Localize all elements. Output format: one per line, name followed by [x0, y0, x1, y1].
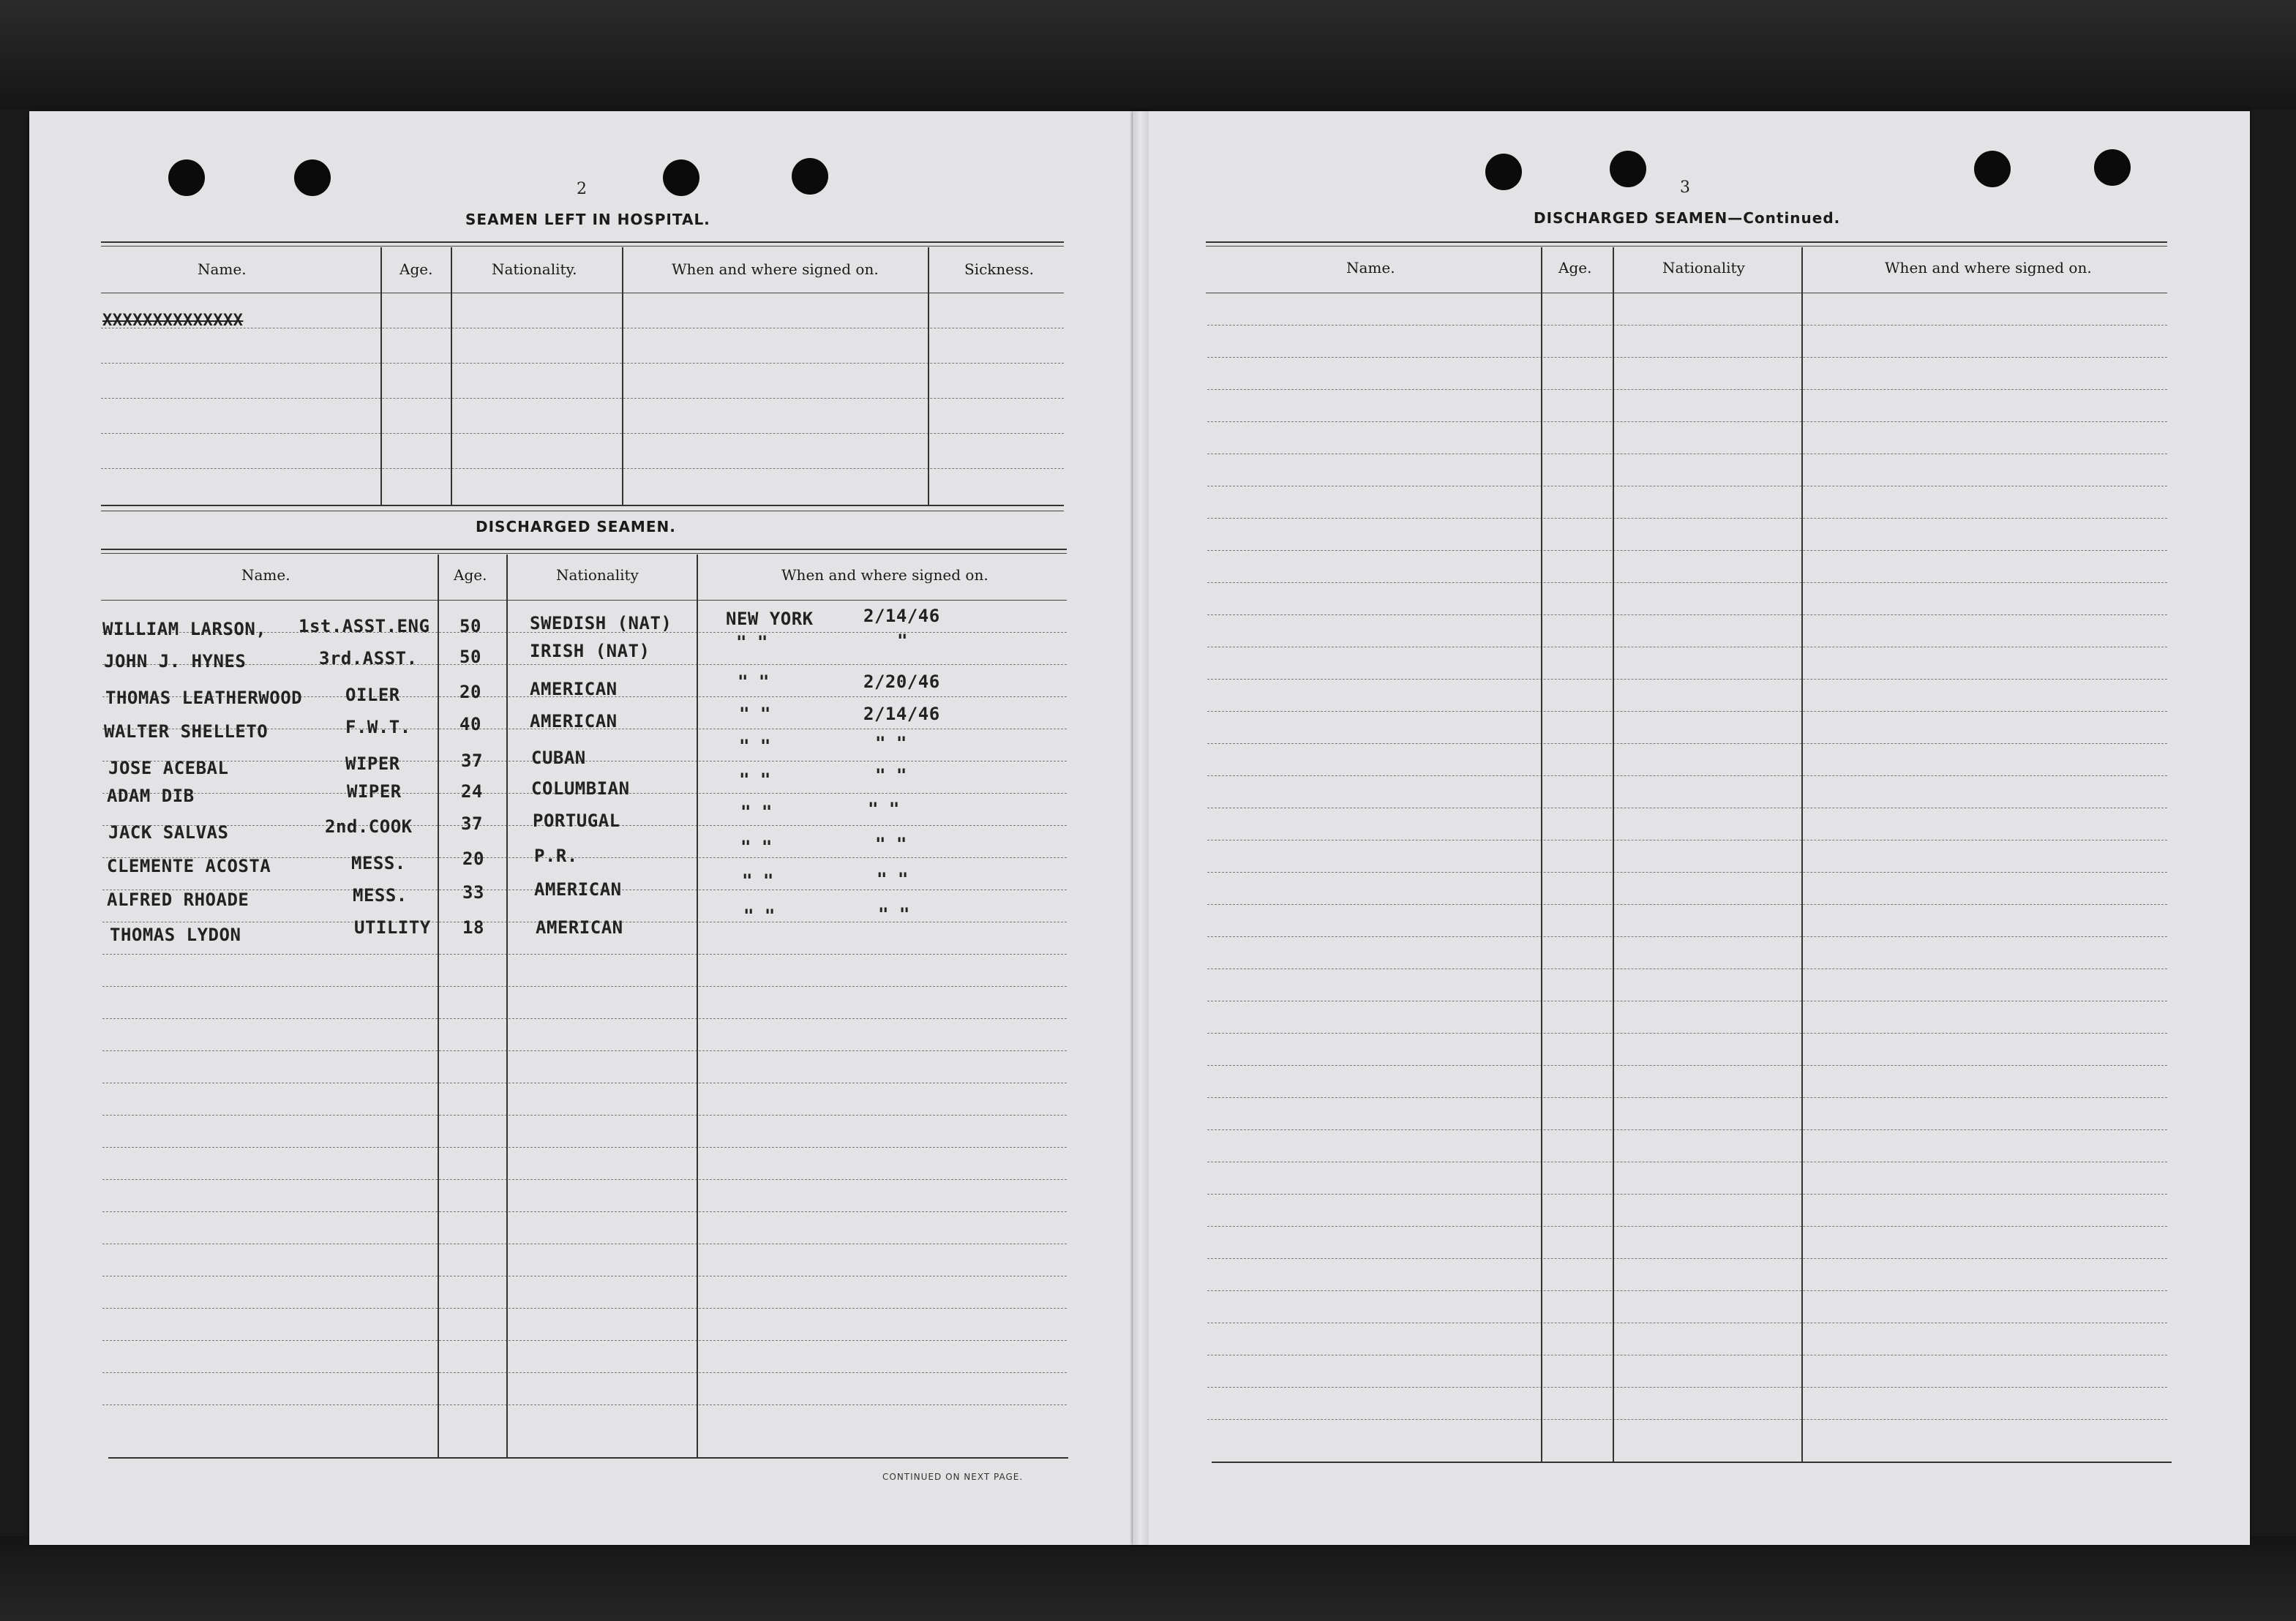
seaman-nationality: AMERICAN [530, 711, 618, 731]
column-divider [380, 247, 382, 505]
discharged-col-name: Name. [241, 566, 290, 584]
column-divider [451, 247, 452, 505]
ruled-line [1207, 389, 2167, 390]
column-divider [1801, 247, 1803, 1462]
seaman-rating: 3rd.ASST. [319, 648, 418, 669]
seaman-rating: MESS. [351, 853, 406, 873]
ruled-line [102, 1050, 1067, 1051]
signed-on-place: " " [739, 770, 771, 790]
signed-on-place: " " [740, 802, 773, 822]
ruled-line [1207, 711, 2167, 712]
signed-on-place: " " [738, 672, 770, 692]
hospital-col-nationality: Nationality. [492, 260, 577, 278]
signed-on-date: 2/14/46 [863, 704, 940, 724]
column-divider [1541, 247, 1542, 1462]
punch-hole [792, 158, 828, 195]
punch-hole [1485, 154, 1522, 190]
seaman-rating: WIPER [347, 781, 402, 802]
column-divider [928, 247, 929, 505]
table-rule [101, 505, 1064, 506]
scan-bottom-edge [0, 1536, 2296, 1621]
seaman-name: ADAM DIB [107, 786, 195, 806]
ruled-line [1207, 775, 2167, 776]
punch-hole [663, 159, 699, 196]
table-rule [1206, 246, 2167, 247]
continued-col-nationality: Nationality [1662, 259, 1745, 277]
continued-note: CONTINUED ON NEXT PAGE. [882, 1472, 1024, 1482]
ruled-line [1207, 421, 2167, 422]
seaman-age: 20 [459, 682, 481, 702]
table-rule [1212, 1462, 2172, 1463]
discharged-section-title: DISCHARGED SEAMEN. [476, 518, 676, 535]
seaman-rating: F.W.T. [345, 717, 411, 737]
ruled-line [102, 1372, 1067, 1373]
punch-hole [2094, 149, 2131, 186]
hospital-section-title: SEAMEN LEFT IN HOSPITAL. [465, 211, 710, 228]
seaman-nationality: AMERICAN [534, 879, 622, 900]
signed-on-date: " " [878, 904, 910, 925]
seaman-nationality: PORTUGAL [533, 810, 620, 831]
crossed-out-entry: XXXXXXXXXXXXXX [102, 312, 244, 330]
table-rule [101, 246, 1064, 247]
seaman-age: 24 [461, 781, 483, 802]
ruled-line [101, 468, 1064, 469]
punch-hole [1974, 151, 2011, 187]
signed-on-date: " [897, 631, 908, 651]
ruled-line [1207, 1129, 2167, 1130]
punch-hole [294, 159, 331, 196]
table-rule [101, 553, 1067, 554]
signed-on-date: " " [877, 869, 909, 890]
table-rule [1206, 241, 2167, 243]
discharged-col-signed-on: When and where signed on. [781, 566, 988, 584]
discharged-col-age: Age. [454, 566, 487, 584]
signed-on-place: " " [739, 736, 771, 756]
seaman-age: 37 [461, 813, 483, 834]
page-number: 3 [1680, 178, 1690, 197]
punch-hole [1610, 151, 1646, 187]
ruled-line [102, 1179, 1067, 1180]
ruled-line [1207, 1194, 2167, 1195]
seaman-name: THOMAS LEATHERWOOD [105, 688, 303, 708]
ruled-line [1207, 872, 2167, 873]
seaman-nationality: SWEDISH (NAT) [530, 613, 672, 633]
ruled-line [1207, 1258, 2167, 1259]
ruled-line [102, 1308, 1067, 1309]
discharged-col-nationality: Nationality [556, 566, 639, 584]
seaman-nationality: P.R. [534, 846, 578, 866]
continued-col-name: Name. [1346, 259, 1395, 277]
ruled-line [1207, 1290, 2167, 1291]
ruled-line [102, 1018, 1067, 1019]
ruled-line [101, 433, 1064, 434]
ruled-line [1207, 1387, 2167, 1388]
seaman-age: 20 [462, 849, 484, 869]
seaman-rating: MESS. [353, 885, 408, 906]
hospital-col-signed-on: When and where signed on. [672, 260, 879, 278]
page-fold [1133, 111, 1149, 1545]
signed-on-place: NEW YORK [726, 609, 814, 629]
seaman-rating: 1st.ASST.ENG [299, 616, 430, 636]
signed-on-date: " " [875, 834, 907, 854]
seaman-nationality: AMERICAN [530, 679, 618, 699]
ruled-line [1207, 518, 2167, 519]
seaman-rating: UTILITY [354, 917, 431, 938]
ruled-line [1207, 1097, 2167, 1098]
seaman-age: 33 [462, 882, 484, 903]
table-rule [101, 549, 1067, 550]
signed-on-place: " " [736, 632, 768, 652]
signed-on-place: " " [739, 704, 771, 724]
ruled-line [1207, 679, 2167, 680]
table-rule [101, 241, 1064, 243]
signed-on-date: " " [868, 799, 900, 819]
continued-col-age: Age. [1558, 259, 1592, 277]
ruled-line [1207, 1226, 2167, 1227]
continued-col-signed-on: When and where signed on. [1885, 259, 2092, 277]
ruled-line [102, 1340, 1067, 1341]
ruled-line [1207, 936, 2167, 937]
ruled-line [1207, 904, 2167, 905]
seaman-age: 37 [461, 751, 483, 771]
ruled-line [1207, 325, 2167, 326]
ruled-line [1207, 614, 2167, 615]
seaman-name: JOHN J. HYNES [104, 651, 247, 672]
ruled-line [102, 1404, 1067, 1405]
ruled-line [1207, 357, 2167, 358]
seaman-rating: WIPER [345, 753, 400, 774]
signed-on-place: " " [743, 906, 776, 926]
hospital-col-age: Age. [399, 260, 433, 278]
signed-on-date: " " [875, 733, 907, 753]
seaman-name: JACK SALVAS [108, 822, 229, 843]
table-rule [101, 600, 1067, 601]
ruled-line [102, 1147, 1067, 1148]
seaman-rating: OILER [345, 685, 400, 705]
ruled-line [1207, 550, 2167, 551]
column-divider [438, 554, 439, 1457]
ruled-line [1207, 743, 2167, 744]
seaman-nationality: IRISH (NAT) [530, 641, 650, 661]
seaman-name: WILLIAM LARSON, [102, 619, 267, 639]
table-rule [108, 1457, 1068, 1459]
signed-on-date: " " [875, 765, 907, 786]
seaman-age: 18 [462, 917, 484, 938]
page-number: 2 [577, 180, 587, 198]
ruled-line [1207, 1419, 2167, 1420]
signed-on-place: " " [742, 870, 774, 891]
scan-top-edge [0, 0, 2296, 110]
ruled-line [1207, 1033, 2167, 1034]
ruled-line [102, 986, 1067, 987]
ruled-line [102, 954, 1067, 955]
punch-hole [168, 159, 205, 196]
hospital-col-name: Name. [198, 260, 247, 278]
column-divider [506, 554, 508, 1457]
ruled-line [102, 1211, 1067, 1212]
ruled-line [102, 1115, 1067, 1116]
seaman-rating: 2nd.COOK [325, 816, 413, 837]
seaman-age: 40 [459, 714, 481, 734]
column-divider [697, 554, 698, 1457]
seaman-nationality: AMERICAN [536, 917, 623, 938]
signed-on-place: " " [740, 837, 773, 857]
ruled-line [1207, 1065, 2167, 1066]
column-divider [622, 247, 623, 505]
seaman-nationality: CUBAN [531, 748, 586, 768]
signed-on-date: 2/20/46 [863, 672, 940, 692]
seaman-name: WALTER SHELLETO [104, 721, 269, 742]
seaman-name: ALFRED RHOADE [107, 890, 250, 910]
seaman-age: 50 [459, 647, 481, 667]
hospital-col-sickness: Sickness. [964, 260, 1035, 278]
signed-on-date: 2/14/46 [863, 606, 940, 626]
seaman-name: THOMAS LYDON [110, 925, 241, 945]
ruled-line [102, 664, 1067, 665]
continued-section-title: DISCHARGED SEAMEN—Continued. [1534, 209, 1841, 227]
ruled-line [101, 363, 1064, 364]
seaman-nationality: COLUMBIAN [531, 778, 630, 799]
seaman-name: JOSE ACEBAL [108, 758, 229, 778]
right-page [1133, 111, 2250, 1545]
ruled-line [1207, 582, 2167, 583]
column-divider [1613, 247, 1614, 1462]
ruled-line [101, 398, 1064, 399]
seaman-name: CLEMENTE ACOSTA [107, 856, 271, 876]
seaman-age: 50 [459, 616, 481, 636]
